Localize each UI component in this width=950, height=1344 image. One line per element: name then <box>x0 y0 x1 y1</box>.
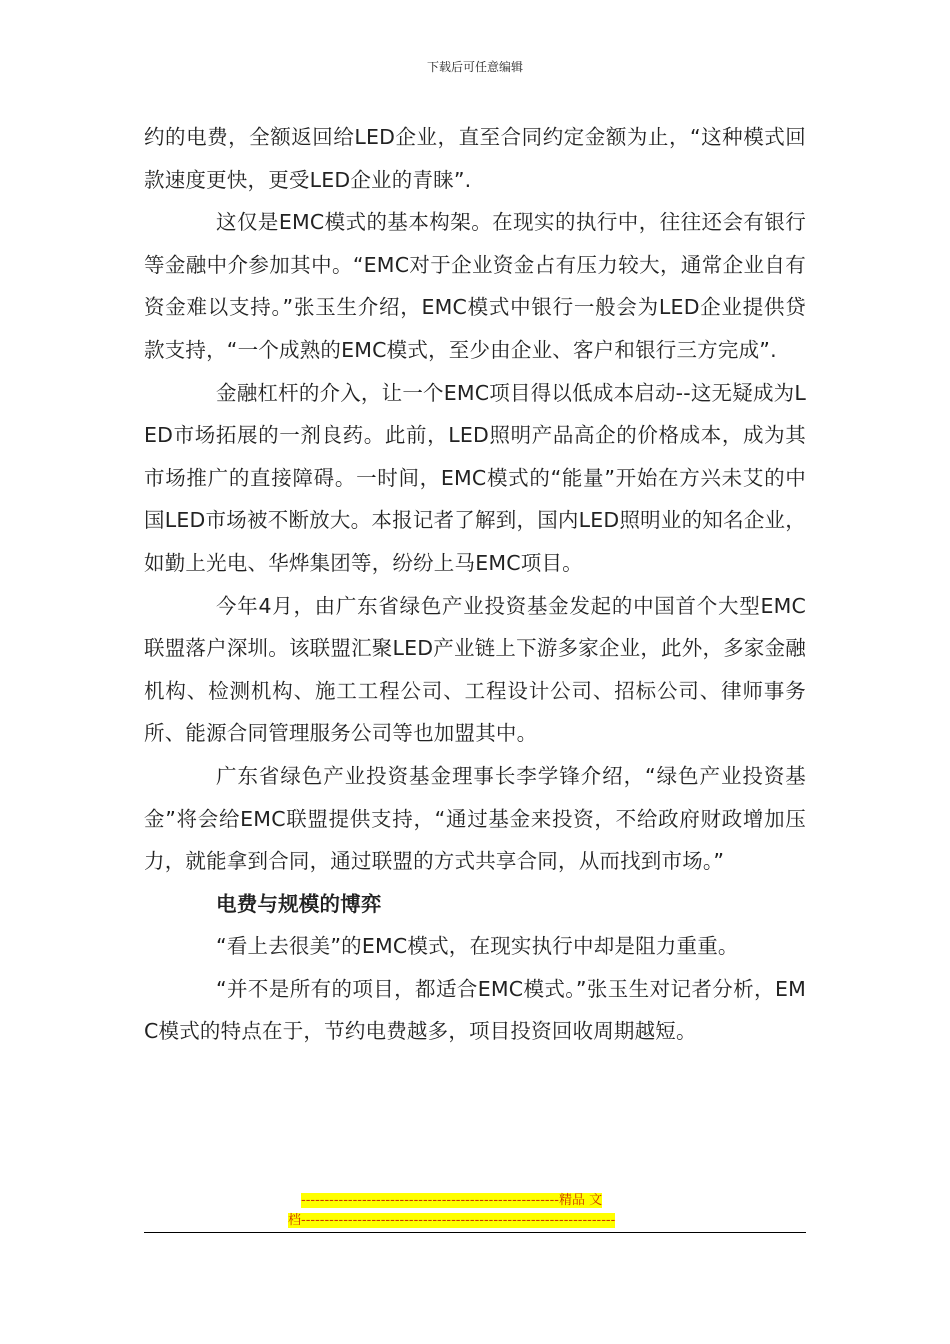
paragraph-4: 今年4月，由广东省绿色产业投资基金发起的中国首个大型EMC联盟落户深圳。该联盟汇聚LED产业链上下游多家企业，此外，多家金融机构、检测机构、施工工程公司、工程设计公司、招标公司、律师事务所、能源合同管理服务公司等也加盟其中。 <box>144 593 806 746</box>
paragraph-5: 广东省绿色产业投资基金理事长李学锋介绍，“绿色产业投资基金”将会给EMC联盟提供支持，“通过基金来投资，不给政府财政增加压力，就能拿到合同，通过联盟的方式共享合同，从而找到市场。” <box>144 763 806 874</box>
paragraph-2: 这仅是EMC模式的基本构架。在现实的执行中，往往还会有银行等金融中介参加其中。“EMC对于企业资金占有压力较大，通常企业自有资金难以支持。”张玉生介绍，EMC模式中银行一般会为LED企业提供贷款支持，“一个成熟的EMC模式，至少由企业、客户和银行三方完成”. <box>144 210 806 362</box>
page-header: 下载后可任意编辑 <box>426 60 523 74</box>
document-body <box>144 116 806 1053</box>
section-heading: 电费与规模的博弈 <box>216 891 382 916</box>
footer-divider <box>144 1232 806 1233</box>
footer-line-2 <box>288 1212 662 1230</box>
footer-highlight-1: -------------------------------------------------------精品 文 <box>301 1193 603 1208</box>
footer-highlight-2: 档------------------------------------------------------------------- <box>288 1213 616 1228</box>
paragraph-1: 约的电费，全额返回给LED企业，直至合同约定金额为止，“这种模式回款速度更快，更受LED企业的青睐”. <box>144 125 806 192</box>
paragraph-3: 金融杠杆的介入，让一个EMC项目得以低成本启动--这无疑成为LED市场拓展的一剂良药。此前，LED照明产品高企的价格成本，成为其市场推广的直接障碍。一时间，EMC模式的“能量”开始在方兴未艾的中国LED市场被不断放大。本报记者了解到，国内LED照明业的知名企业，如勤上光电、华烨集团等，纷纷上马EMC项目。 <box>144 380 806 575</box>
paragraph-7: “并不是所有的项目，都适合EMC模式。”张玉生对记者分析，EMC模式的特点在于，节约电费越多，项目投资回收周期越短。 <box>144 976 806 1044</box>
footer-line-1 <box>301 1192 651 1210</box>
paragraph-6: “看上去很美”的EMC模式，在现实执行中却是阻力重重。 <box>216 934 739 959</box>
